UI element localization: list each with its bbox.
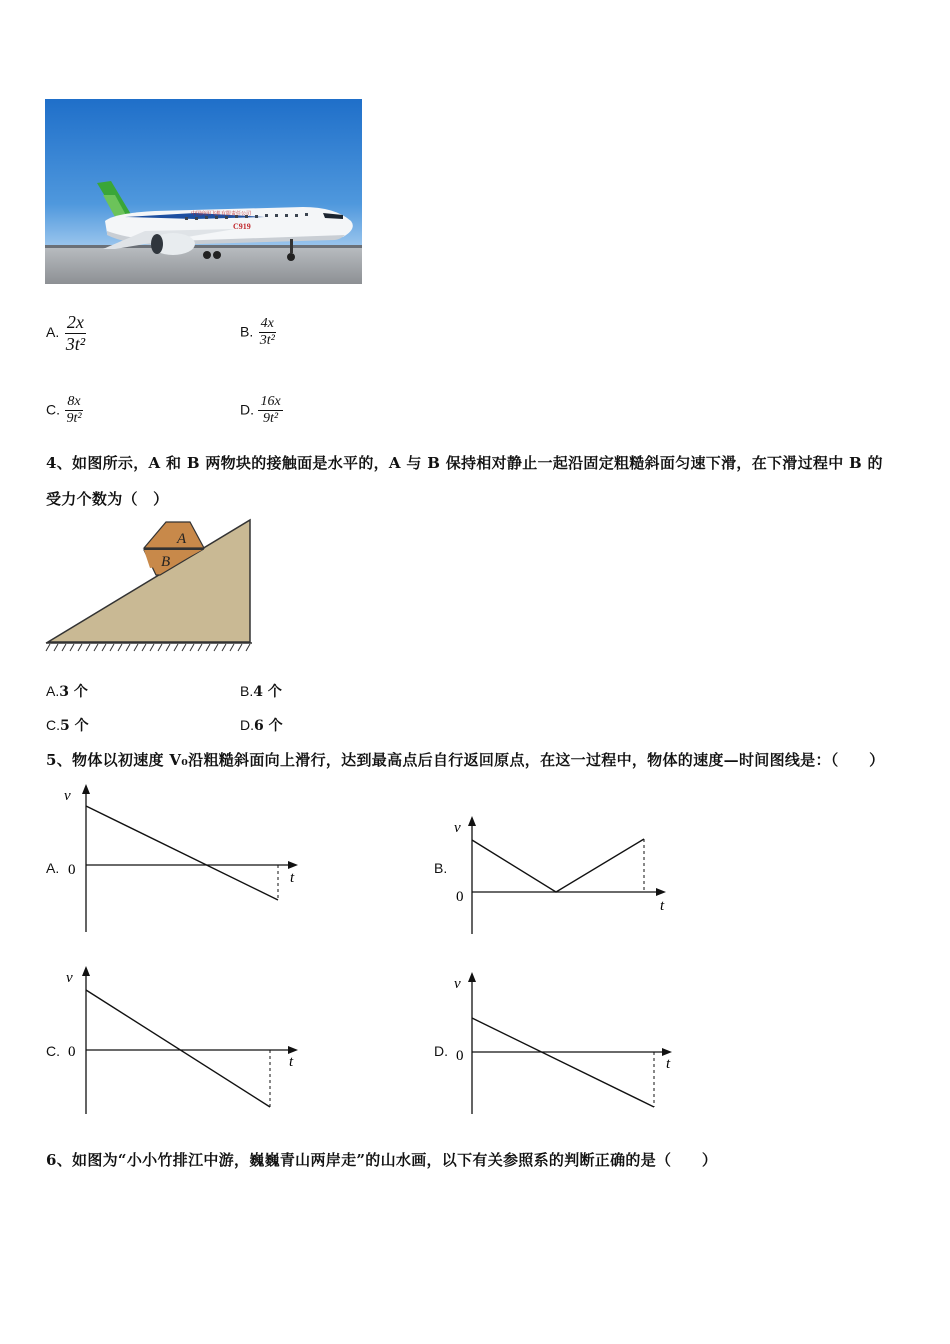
q5-graph-c-curve [86, 990, 270, 1107]
q5-graph-b[interactable] [446, 814, 676, 943]
q3-option-c-denominator: 9t² [66, 411, 82, 427]
q5-graph-b-origin-label: 0 [456, 889, 464, 905]
q5-graph-c[interactable] [60, 964, 310, 1123]
q5-graph-a-t-axis-label: t [290, 870, 295, 886]
q3-option-d-fraction [258, 394, 282, 427]
q3-option-a-label: A. [46, 324, 60, 341]
q5-graph-b-t-axis-label: t [660, 898, 665, 914]
airplane-photo [45, 99, 362, 284]
q4-option-c[interactable] [46, 715, 89, 735]
airline-text: 中国商用飞机有限责任公司 [191, 212, 252, 217]
q3-option-b[interactable] [240, 316, 277, 349]
q3-option-d-numerator: 16x [258, 394, 282, 411]
q4-option-a-text: 3 个 [59, 684, 88, 700]
q5-graph-d-origin-label: 0 [456, 1048, 464, 1064]
q4-option-a-label: A. [46, 683, 60, 699]
q3-option-a[interactable] [46, 312, 87, 354]
q5-graph-c-origin-label: 0 [68, 1044, 76, 1060]
q5-graph-d-t-axis-label: t [666, 1056, 671, 1072]
q4-option-b-label: B. [240, 683, 254, 699]
q4-option-d-label: D. [240, 717, 254, 733]
q5-graph-a-label: A. [46, 860, 60, 876]
q4-stem-line2: 受力个数为（ ） [46, 490, 169, 508]
q5-graph-a[interactable] [60, 782, 310, 941]
q4-option-a[interactable] [46, 681, 88, 701]
q5-stem: 5、物体以初速度 V₀沿粗糙斜面向上滑行，达到最高点后自行返回原点，在这一过程中，物体的速度—时间图线是：（ ） [46, 751, 885, 769]
q3-option-b-fraction [258, 316, 277, 349]
q5-graph-a-origin-label: 0 [68, 862, 76, 878]
q5-graph-c-v-axis-label: v [66, 970, 73, 986]
q3-option-c-label: C. [46, 401, 60, 418]
q3-option-c-fraction [64, 394, 83, 427]
q5-graph-c-label: C. [46, 1043, 60, 1059]
q6-stem: 6、如图为“小小竹排江中游，巍巍青山两岸走”的山水画，以下有关参照系的判断正确的是（ ） [46, 1151, 718, 1169]
q3-option-d-denominator: 9t² [263, 411, 279, 427]
q3-option-a-denominator: 3t² [65, 333, 86, 354]
q5-graph-a-v-axis-label: v [64, 788, 71, 804]
q3-option-b-denominator: 3t² [259, 333, 275, 349]
q3-option-a-fraction [64, 312, 87, 354]
q5-graph-a-curve [86, 806, 278, 900]
q4-stem-line1: 4、如图所示，A 和 B 两物块的接触面是水平的，A 与 B 保持相对静止一起沿固定粗糙斜面匀速下滑，在下滑过程中 B 的 [46, 454, 883, 472]
q3-option-c[interactable] [46, 394, 84, 427]
q3-option-d[interactable] [240, 394, 283, 427]
q3-option-a-numerator: 2x [66, 312, 84, 332]
block-b-label: B [161, 554, 171, 570]
q5-graph-d[interactable] [446, 970, 686, 1122]
q5-graph-b-curve [472, 839, 644, 892]
q4-option-d-text: 6 个 [254, 718, 283, 734]
q4-incline-figure [44, 516, 256, 660]
q3-option-d-label: D. [240, 401, 254, 418]
block-a-label: A [177, 531, 187, 547]
block-a-shape [144, 522, 204, 548]
q4-option-b[interactable] [240, 681, 282, 701]
q5-graph-d-curve [472, 1018, 654, 1107]
q5-graph-c-t-axis-label: t [289, 1054, 294, 1070]
q4-option-c-label: C. [46, 717, 60, 733]
q5-graph-b-v-axis-label: v [454, 820, 461, 836]
q3-option-b-numerator: 4x [259, 316, 276, 333]
q4-option-c-text: 5 个 [60, 718, 89, 734]
q3-option-c-numerator: 8x [65, 394, 82, 411]
registration-text: C919 [233, 222, 251, 231]
q4-option-b-text: 4 个 [253, 684, 282, 700]
q5-graph-d-label: D. [434, 1043, 448, 1059]
q5-graph-d-v-axis-label: v [454, 976, 461, 992]
q4-option-d[interactable] [240, 715, 283, 735]
q5-graph-b-label: B. [434, 860, 448, 876]
q3-option-b-label: B. [240, 323, 254, 340]
